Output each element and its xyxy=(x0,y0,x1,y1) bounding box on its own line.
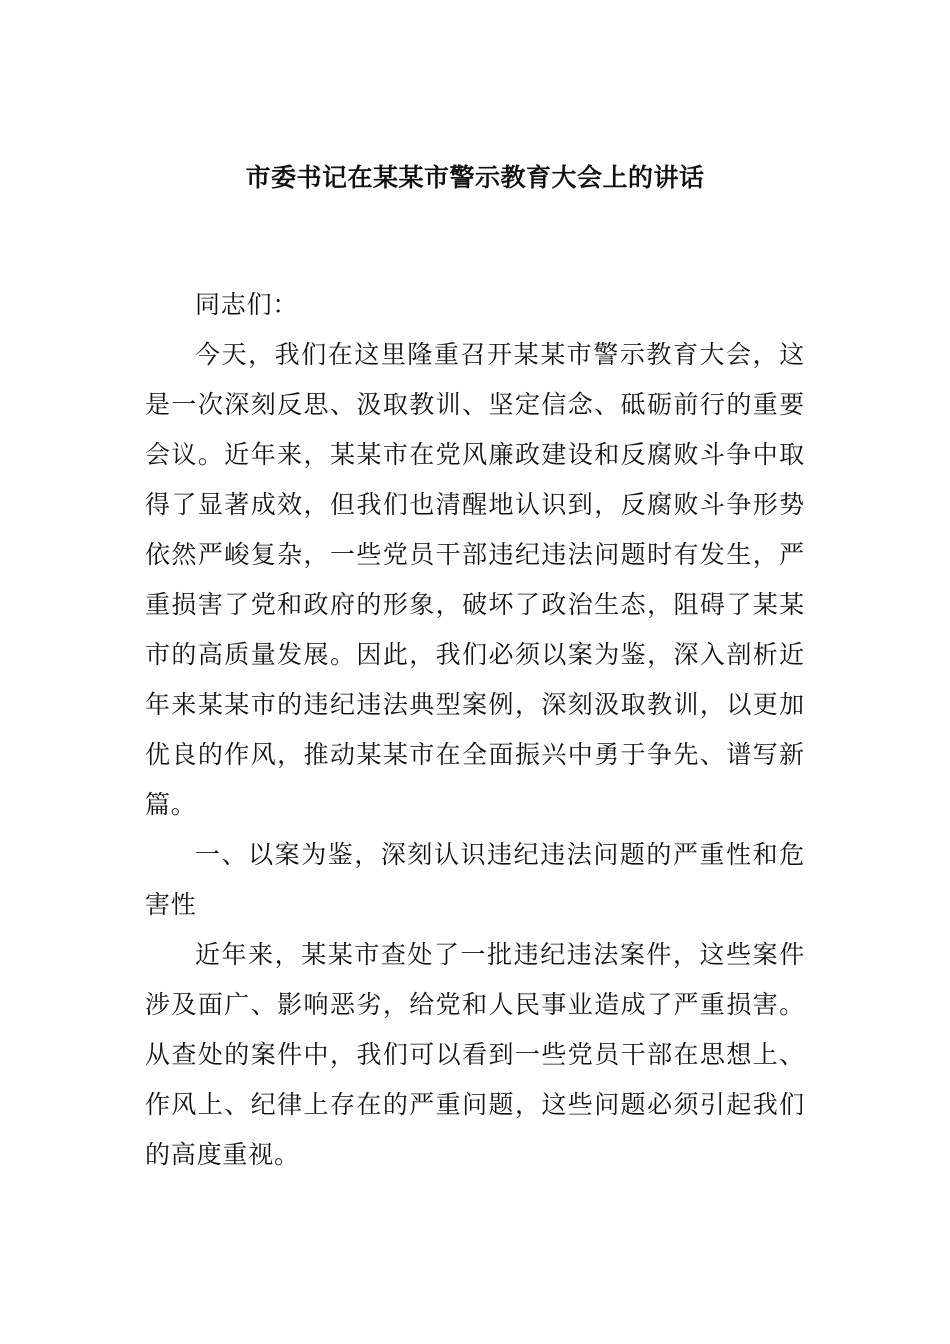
document-title: 市委书记在某某市警示教育大会上的讲话 xyxy=(245,163,705,192)
section-1-paragraph: 近年来，某某市查处了一批违纪违法案件，这些案件涉及面广、影响恶劣，给党和人民事业造成了严重损害。从查处的案件中，我们可以看到一些党员干部在思想上、作风上、纪律上存在的严重问题，这些问题必须引起我们的高度重视。 xyxy=(145,940,805,1169)
document-body xyxy=(145,280,805,1180)
section-heading-1: 一、以案为鉴，深刻认识违纪违法问题的严重性和危害性 xyxy=(145,840,805,919)
opening-paragraph: 今天，我们在这里隆重召开某某市警示教育大会，这是一次深刻反思、汲取教训、坚定信念、砥砺前行的重要会议。近年来，某某市在党风廉政建设和反腐败斗争中取得了显著成效，但我们也清醒地认识到，反腐败斗争形势依然严峻复杂，一些党员干部违纪违法问题时有发生，严重损害了党和政府的形象，破坏了政治生态，阻碍了某某市的高质量发展。因此，我们必须以案为鉴，深入剖析近年来某某市的违纪违法典型案例，深刻汲取教训，以更加优良的作风，推动某某市在全面振兴中勇于争先、谱写新篇。 xyxy=(145,340,805,819)
salutation-paragraph: 同志们： xyxy=(195,290,299,319)
